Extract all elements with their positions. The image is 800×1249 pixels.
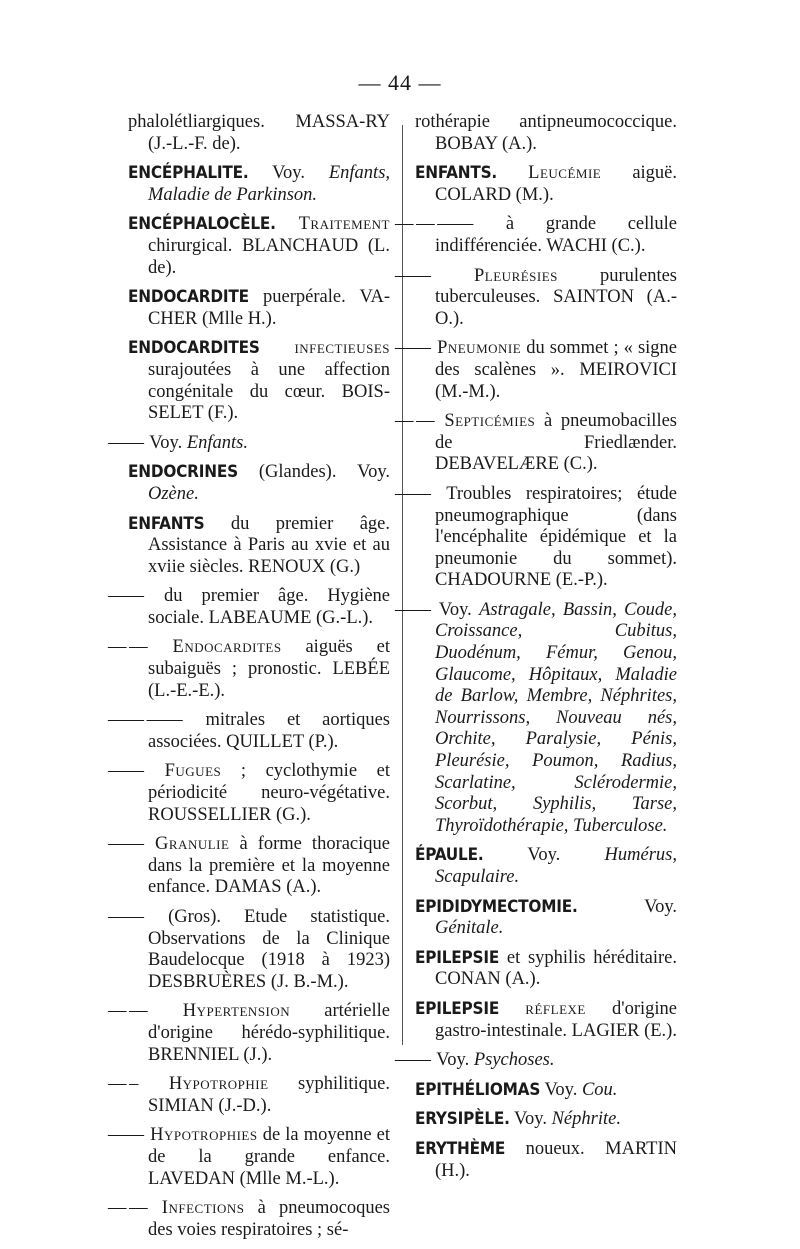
index-entry — [415, 897, 677, 940]
index-entry — [128, 462, 390, 505]
entry-reference: Génitale. — [435, 918, 504, 939]
entry-subject: Hypertension — [182, 1001, 291, 1022]
index-entry — [395, 338, 677, 403]
entry-subject: infectieuses — [294, 338, 390, 359]
index-entry — [415, 1139, 677, 1182]
entry-text: du sommet ; « signe des scalènes ». MEIROVICI (M.-M.). — [435, 338, 677, 402]
entry-reference: Humérus, Scapulaire. — [435, 845, 678, 887]
index-entry — [415, 163, 677, 206]
entry-subject: Fugues — [164, 761, 222, 782]
left-column — [108, 112, 391, 1249]
index-entry — [415, 845, 677, 888]
entry-text: (Gros). Etude statistique. Observations de la Clinique Baudelocque (1918 à 1923) DESBRUÈRES (J. B.-M.). — [148, 907, 390, 992]
entry-text: Voy. — [544, 1079, 578, 1100]
continuation-dash: —— — [395, 599, 430, 620]
index-entry — [415, 1080, 677, 1102]
continuation-dash: — — — [108, 1001, 147, 1022]
index-entry — [108, 1125, 391, 1190]
entry-reference: Enfants, Maladie de Parkinson. — [148, 163, 391, 205]
entry-reference: Cou. — [581, 1079, 618, 1100]
continuation-dash: —— — [108, 761, 143, 782]
entry-heading: ERYSIPÈLE. — [415, 1109, 510, 1130]
column-divider — [402, 125, 403, 1045]
entry-subject: Hypotrophie — [168, 1074, 269, 1095]
entry-heading: ÉPAULE. — [415, 845, 484, 866]
continuation-dash: —— — [108, 586, 143, 607]
entry-text: phalolétliargiques. MASSA-RY (J.-L.-F. de). — [128, 112, 390, 154]
continuation-dash: —— — [395, 338, 430, 359]
entry-text: à forme thoracique dans la première et la moyenne enfance. DAMAS (A.). — [148, 834, 390, 898]
entry-text: surajoutées à une affection congénitale du cœur. BOIS-SELET (F.). — [148, 359, 390, 424]
entry-heading: ERYTHÈME — [415, 1138, 506, 1159]
index-entry — [395, 265, 677, 331]
entry-text: du premier âge. Hygiène sociale. LABEAUME (G.-L.). — [148, 586, 390, 628]
entry-heading: EPILEPSIE — [415, 998, 500, 1019]
entry-text: rothérapie antipneumococcique. BOBAY (A.). — [415, 112, 677, 154]
continuation-dash: —— — [395, 265, 430, 286]
entry-subject: Granulie — [155, 834, 230, 855]
index-entry — [108, 432, 390, 455]
entry-reference: Néphrite. — [551, 1109, 621, 1130]
entry-subject: réflexe — [525, 998, 586, 1019]
entry-text: de la moyenne et de la grande enfance. LAVEDAN (Mlle M.-L.). — [148, 1125, 391, 1189]
entry-text: purulentes tuberculeuses. SAINTON (A.-O.). — [435, 265, 677, 329]
index-entry — [395, 483, 678, 592]
index-entry — [108, 761, 390, 826]
index-entry — [415, 112, 677, 155]
entry-text: d'origine gastro-intestinale. LAGIER (E.). — [435, 998, 678, 1041]
entry-text: et syphilis héréditaire. CONAN (A.). — [435, 947, 677, 990]
entry-heading: ENDOCARDITES — [128, 338, 260, 359]
index-entry — [108, 834, 390, 899]
entry-text: puerpérale. VA-CHER (Mlle H.). — [148, 287, 391, 329]
index-entry — [395, 1050, 677, 1072]
entry-heading: ENDOCARDITE — [128, 287, 249, 308]
entry-subject: Infections — [161, 1198, 245, 1219]
continuation-dash: —— —— — [108, 710, 182, 731]
entry-text: à pneumocoques des voies respiratoires ; sé- — [148, 1198, 390, 1240]
entry-text: ; cyclothymie et périodicité neuro-végétative. ROUSSELLIER (G.). — [148, 761, 390, 825]
index-entry — [128, 214, 390, 279]
page-number: — 44 — — [358, 70, 442, 95]
continuation-dash: — — —— — [395, 214, 473, 235]
entry-subject: Hypotrophies — [150, 1125, 258, 1146]
entry-text: aiguë. COLARD (M.). — [435, 163, 678, 205]
entry-heading: EPITHÉLIOMAS — [415, 1079, 541, 1100]
index-entry — [108, 1001, 390, 1066]
continuation-dash: — — — [108, 1198, 147, 1219]
entry-text: mitrales et aortiques associées. QUILLET (P.). — [148, 710, 390, 752]
entry-text: chirurgical. BLANCHAUD (L. de). — [148, 235, 390, 278]
entry-subject: Leucémie — [528, 163, 602, 184]
continuation-dash: — — — [108, 637, 147, 658]
index-entry — [415, 999, 677, 1042]
entry-reference: Psychoses. — [473, 1050, 555, 1071]
entry-heading: EPIDIDYMECTOMIE. — [415, 896, 578, 917]
entry-text: Voy. — [438, 599, 472, 620]
entry-subject: Endocardites — [172, 637, 282, 658]
entry-text: Voy. — [149, 432, 183, 453]
continuation-dash: —— — [108, 432, 143, 453]
entry-heading: ENCÉPHALITE. — [128, 163, 249, 184]
entry-heading: ENCÉPHALOCÈLE. — [128, 214, 276, 235]
index-entry — [415, 1109, 677, 1131]
entry-reference: Enfants. — [186, 432, 248, 453]
entry-reference: Ozène. — [148, 483, 199, 504]
index-entry — [415, 948, 677, 991]
entry-subject: Pleurésies — [474, 265, 558, 286]
entry-subject: Septicémies — [444, 411, 536, 432]
entry-text: à pneumobacilles de Friedlænder. DEBAVELÆRE (C.). — [435, 411, 677, 475]
entry-subject: Traitement — [298, 214, 390, 235]
continuation-dash: —— — [108, 1125, 143, 1146]
entry-text: Voy. — [272, 163, 305, 184]
index-entry — [108, 637, 390, 702]
continuation-dash: —— — [108, 834, 143, 855]
index-entry — [128, 338, 390, 424]
index-entry — [395, 411, 677, 476]
entry-text: Voy. — [436, 1050, 470, 1071]
entry-text: aiguës et subaiguës ; pronostic. LEBÉE (L.-E.-E.). — [148, 637, 390, 701]
index-entry — [128, 163, 390, 206]
entry-text: Voy. — [514, 1109, 547, 1130]
continuation-dash: — – — [108, 1074, 138, 1095]
continuation-dash: —— — [395, 1050, 430, 1071]
entry-text: Voy. — [644, 896, 677, 917]
index-entry — [128, 514, 390, 579]
index-entry — [128, 287, 390, 330]
entry-text: Voy. — [527, 845, 561, 866]
entry-heading: ENFANTS — [128, 513, 205, 534]
entry-text: (Glandes). Voy. — [258, 462, 390, 483]
continuation-dash: —— — [395, 483, 430, 504]
entry-text: du premier âge. Assistance à Paris au xvie et au xviie siècles. RENOUX (G.) — [148, 513, 391, 577]
right-column — [395, 112, 678, 1190]
entry-text: Troubles respiratoires; étude pneumographique (dans l'encéphalite épidémique et la pneumonie du sommet). CHADOURNE (E.-P.). — [435, 483, 678, 591]
entry-text: artérielle d'origine hérédo-syphilitique. BRENNIEL (J.). — [148, 1001, 390, 1065]
index-entry — [395, 599, 677, 838]
entry-heading: ENDOCRINES — [128, 462, 238, 483]
index-entry — [108, 1074, 391, 1117]
continuation-dash: —— — [108, 907, 143, 927]
index-entry — [108, 586, 390, 629]
entry-subject: Pneumonie — [437, 338, 522, 359]
index-entry — [108, 710, 390, 753]
entry-heading: ENFANTS. — [415, 163, 498, 184]
entry-text: syphilitique. SIMIAN (J.-D.). — [148, 1074, 391, 1116]
index-entry — [128, 112, 390, 155]
entry-text: à grande cellule indifférenciée. WACHI (C.). — [435, 214, 677, 256]
entry-text: noueux. MARTIN (H.). — [435, 1138, 677, 1181]
entry-heading: EPILEPSIE — [415, 947, 500, 968]
index-entry — [395, 214, 677, 257]
index-entry — [108, 1198, 390, 1241]
index-entry — [108, 907, 390, 993]
continuation-dash: — — — [395, 411, 434, 432]
entry-reference: Astragale, Bassin, Coude, Croissance, Cubitus, Duodénum, Fémur, Genou, Glaucome, Hôpitaux, Maladie de Barlow, Membre, Néphrites, Nourrissons, Nouveau nés, Orchite, Paralysie, Pénis, Pleurésie, Poumon, Radius, Scarlatine, Sclérodermie, Scorbut, Syphilis, Tarse, Thyroïdothérapie, Tuberculose. — [435, 599, 677, 836]
